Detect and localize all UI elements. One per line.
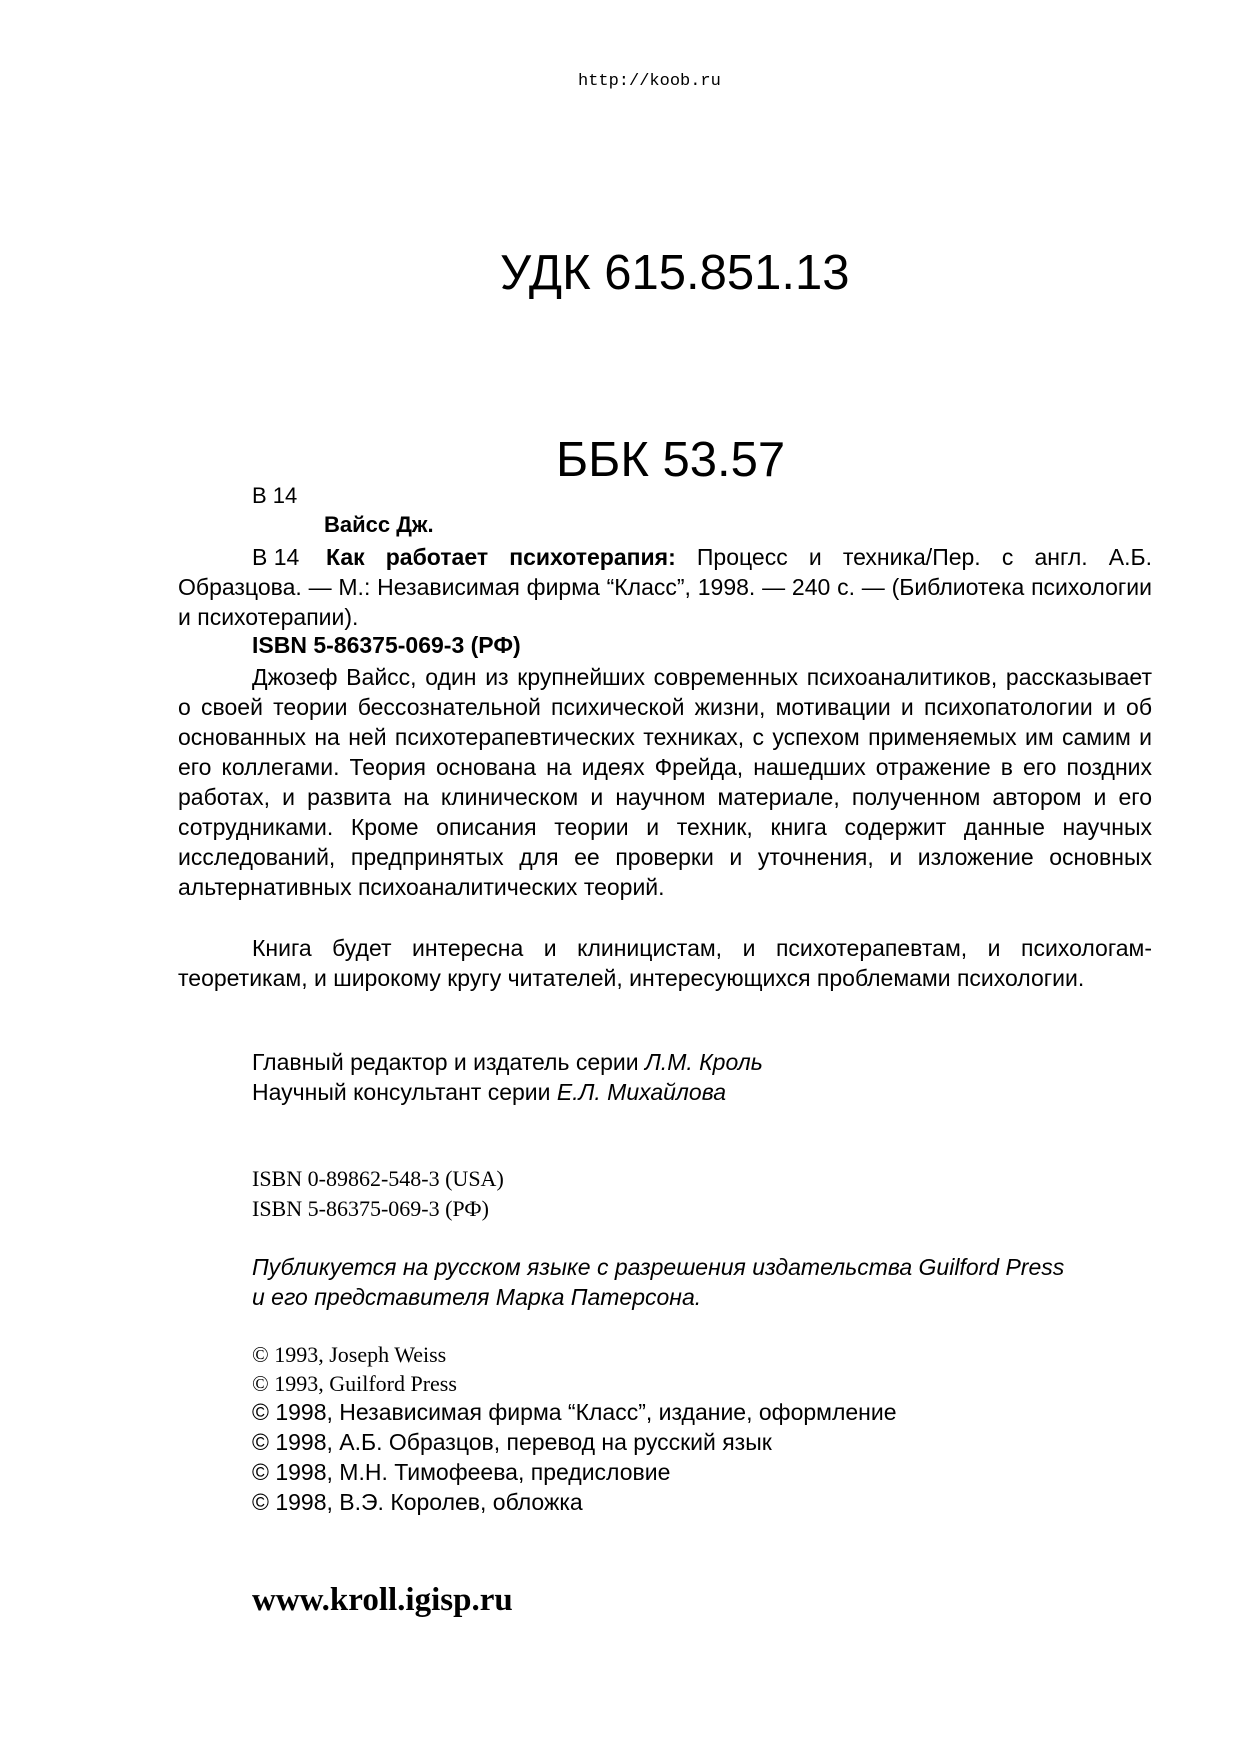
- isbn-bold: ISBN 5-86375-069-3 (РФ): [252, 632, 521, 658]
- author-name: Вайсс Дж.: [324, 512, 434, 537]
- bib-description: Процесс и техника/Пер. с англ. А.Б. Образцова. — М.: Независимая фирма “Класс”, 1998. — 240 с. — (Библиотека психологии и психотерапии).: [178, 544, 1152, 630]
- isbn-rf: ISBN 5-86375-069-3 (РФ): [252, 1196, 489, 1221]
- copyright-translation: © 1998, А.Б. Образцов, перевод на русский язык: [252, 1429, 772, 1455]
- copyright-foreword: © 1998, М.Н. Тимофеева, предисловие: [252, 1459, 671, 1485]
- publication-note-line-1: Публикуется на русском языке с разрешения издательства Guilford Press: [252, 1254, 1065, 1280]
- book-title: Как работает психотерапия:: [326, 544, 676, 570]
- isbn-usa: ISBN 0-89862-548-3 (USA): [252, 1166, 504, 1191]
- series-editor: [252, 1047, 763, 1077]
- header-url[interactable]: http://koob.ru: [578, 72, 721, 91]
- series-editor-label: Главный редактор и издатель серии: [252, 1049, 639, 1075]
- annotation-paragraph-2: Книга будет интересна и клиницистам, и психотерапевтам, и психологам-теоретикам, и широкому кругу читателей, интересующихся проблемами психологии.: [178, 935, 1152, 991]
- bbk-code: ББК 53.57: [556, 433, 786, 487]
- series-consultant-label: Научный консультант серии: [252, 1079, 551, 1105]
- copyright-guilford-press: © 1993, Guilford Press: [252, 1371, 457, 1396]
- footer-website[interactable]: www.kroll.igisp.ru: [252, 1582, 513, 1618]
- annotation-paragraph-1: Джозеф Вайсс, один из крупнейших современных психоаналитиков, рассказывает о своей теории бессознательной психической жизни, мотивации и психопатологии и об основанных на ней психотерапевтических техниках, с успехом применяемых им самим и его коллегами. Теория основана на идеях Фрейда, нашедших отражение в его поздних работах, и развита на клиническом и научном материале, полученном автором и его сотрудниками. Кроме описания теории и техник, книга содержит данные научных исследований, предпринятых для ее проверки и уточнения, и изложение основных альтернативных психоаналитических теорий.: [178, 664, 1152, 900]
- bibliographic-record: [178, 542, 1152, 632]
- copyright-cover: © 1998, В.Э. Королев, обложка: [252, 1489, 583, 1515]
- udk-code: УДК 615.851.13: [500, 246, 850, 300]
- publication-note-line-2: и его представителя Марка Патерсона.: [252, 1284, 702, 1310]
- series-consultant: [252, 1077, 726, 1107]
- series-consultant-name: Е.Л. Михайлова: [556, 1079, 726, 1105]
- series-editor-name: Л.М. Кроль: [645, 1049, 763, 1075]
- copyright-klass: © 1998, Независимая фирма “Класс”, издание, оформление: [252, 1399, 897, 1425]
- bib-code: В 14: [252, 544, 300, 570]
- copyright-joseph-weiss: © 1993, Joseph Weiss: [252, 1342, 447, 1367]
- author-sign-code: В 14: [252, 483, 298, 508]
